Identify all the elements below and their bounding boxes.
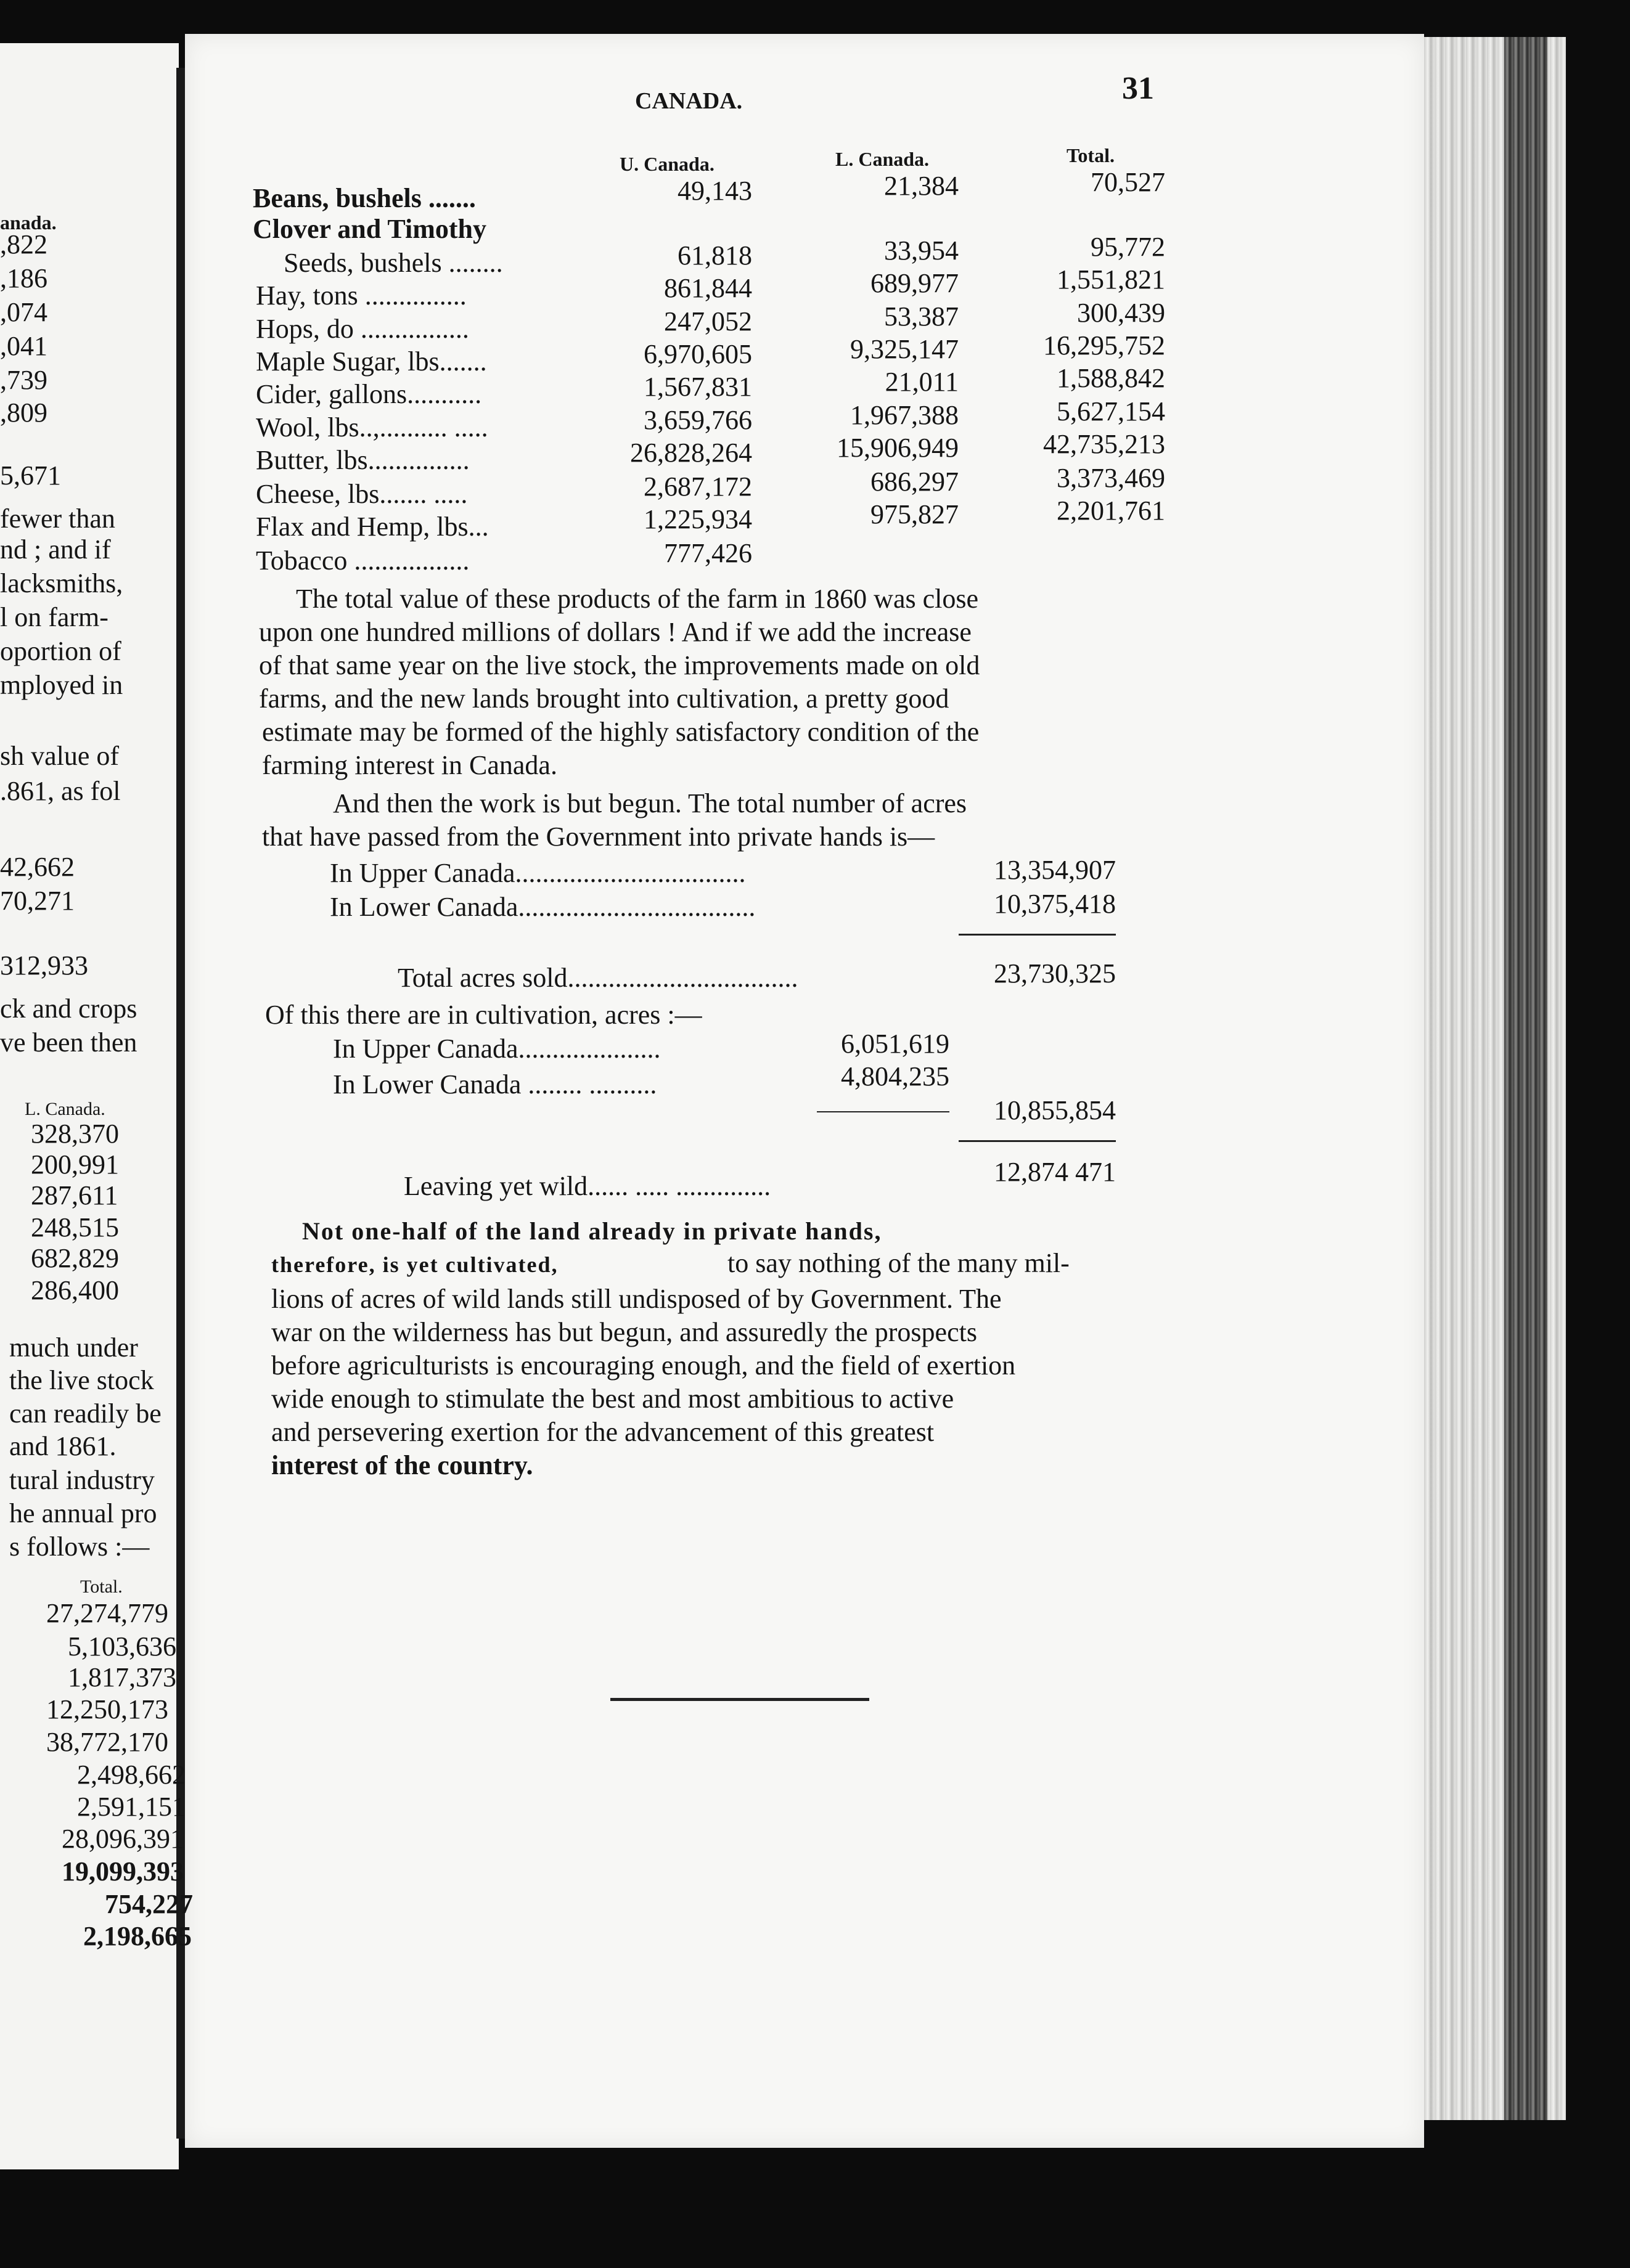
left-page-line: 28,096,391 — [62, 1824, 184, 1854]
left-page-line: oportion of — [0, 636, 121, 666]
left-page-line: 19,099,393 — [62, 1856, 184, 1887]
left-page-line: 682,829 — [31, 1243, 119, 1273]
left-page-line: l on farm- — [0, 602, 109, 632]
paragraph-line: and persevering exertion for the advancement of this greatest — [271, 1417, 935, 1447]
left-page-line: 42,662 — [0, 852, 75, 882]
cult-lower-value: 4,804,235 — [841, 1061, 949, 1091]
table-cell-lower: 33,954 — [884, 235, 959, 266]
end-ornament-rule — [610, 1698, 869, 1701]
left-page-line: ,074 — [0, 297, 47, 327]
left-page-line: he annual pro — [9, 1498, 157, 1528]
left-page-line: 27,274,779 — [46, 1598, 168, 1628]
table-cell-lower: 15,906,949 — [837, 433, 959, 463]
left-page-line: 328,370 — [31, 1119, 119, 1149]
left-page-line: sh value of — [0, 741, 120, 771]
table-row-label: Hay, tons ............... — [256, 280, 467, 311]
left-page-line: 312,933 — [0, 950, 88, 981]
paragraph-line: that have passed from the Government into private hands is— — [262, 822, 935, 852]
table-cell-upper: 3,659,766 — [644, 405, 752, 435]
table-cell-upper: 2,687,172 — [644, 471, 752, 502]
cult-lower-label: In Lower Canada ........ .......... — [333, 1069, 657, 1099]
paragraph-line: farms, and the new lands brought into cultivation, a pretty good — [259, 683, 949, 714]
paragraph-line: wide enough to stimulate the best and most ambitious to active — [271, 1384, 954, 1414]
paragraph-line: of that same year on the live stock, the improvements made on old — [259, 650, 980, 680]
left-page-line: nd ; and if — [0, 534, 111, 565]
acres-upper-label: In Upper Canada.................................. — [330, 858, 746, 888]
table-cell-upper: 777,426 — [664, 538, 752, 568]
left-page-line: ,822 — [0, 229, 47, 259]
left-page-line: ,809 — [0, 398, 47, 428]
table-cell-upper: 861,844 — [664, 273, 752, 303]
page-edges-dark — [1504, 37, 1547, 2120]
left-page-line: 5,103,636 — [68, 1631, 176, 1662]
emphasis-line-2: therefore, is yet cultivated, — [271, 1252, 559, 1277]
left-page-line: 5,671 — [0, 460, 61, 491]
left-page-line: 70,271 — [0, 886, 75, 916]
left-page-line: lacksmiths, — [0, 568, 123, 598]
left-page-line: 286,400 — [31, 1275, 119, 1305]
table-cell-total: 1,551,821 — [1057, 264, 1165, 295]
table-cell-upper: 49,143 — [678, 176, 752, 206]
table-cell-lower: 21,011 — [885, 367, 959, 397]
left-page-line: L. Canada. — [25, 1099, 105, 1119]
table-cell-total: 16,295,752 — [1043, 330, 1165, 361]
table-cell-total: 300,439 — [1077, 298, 1165, 328]
table-cell-lower: 975,827 — [870, 499, 959, 529]
table-cell-lower: 1,967,388 — [850, 400, 959, 430]
table-cell-lower: 53,387 — [884, 301, 959, 332]
left-page-line: ,186 — [0, 263, 47, 293]
table-cell-lower: 686,297 — [870, 467, 959, 497]
running-head: CANADA. — [635, 88, 743, 114]
table-cell-total: 3,373,469 — [1057, 463, 1165, 493]
left-page-line: ve been then — [0, 1027, 137, 1058]
left-page-line: 200,991 — [31, 1149, 119, 1180]
table-cell-total: 1,588,842 — [1057, 363, 1165, 393]
table-cell-upper: 6,970,605 — [644, 339, 752, 369]
table-row-label: Tobacco ................. — [256, 545, 470, 576]
paragraph-line: farming interest in Canada. — [262, 750, 557, 780]
col-header-upper: U. Canada. — [620, 153, 715, 175]
left-page-line: 2,498,662 — [77, 1760, 186, 1790]
left-page-line: .861, as fol — [0, 776, 121, 806]
left-page-line: Total. — [80, 1577, 123, 1597]
table-cell-upper: 1,567,831 — [644, 372, 752, 402]
page-number: 31 — [1122, 71, 1154, 106]
acres-lower-label: In Lower Canada................................... — [330, 892, 756, 922]
wild-label: Leaving yet wild...... ..... .............. — [404, 1171, 771, 1201]
left-page-line: 754,227 — [105, 1889, 193, 1919]
paragraph-line: estimate may be formed of the highly satisfactory condition of the — [262, 717, 980, 747]
left-page-line: s follows :— — [9, 1532, 150, 1562]
table-row-label: Cider, gallons........... — [256, 379, 482, 409]
sum-rule-1 — [959, 934, 1116, 936]
left-page-line: tural industry — [9, 1465, 155, 1495]
table-row-label: Beans, bushels ....... — [253, 183, 476, 213]
table-row-label: Seeds, bushels ........ — [284, 248, 503, 278]
col-header-lower: L. Canada. — [835, 148, 930, 170]
table-cell-total: 2,201,761 — [1057, 496, 1165, 526]
left-page-line: 38,772,170 — [46, 1727, 168, 1757]
table-row-label: Wool, lbs..,.......... ..... — [256, 412, 488, 443]
emphasis-line-2-rest: to say nothing of the many mil- — [727, 1248, 1070, 1278]
cultivation-intro: Of this there are in cultivation, acres :— — [265, 1000, 702, 1030]
table-cell-upper: 1,225,934 — [644, 504, 752, 534]
table-cell-upper: 26,828,264 — [630, 438, 752, 468]
paragraph-line: And then the work is but begun. The total number of acres — [333, 788, 967, 818]
paragraph-line: lions of acres of wild lands still undisposed of by Government. The — [271, 1284, 1002, 1314]
left-page-line: 2,198,665 — [83, 1921, 192, 1951]
table-row-label: Flax and Hemp, lbs... — [256, 512, 489, 542]
left-page-line: ck and crops — [0, 993, 137, 1024]
table-cell-lower: 689,977 — [870, 268, 959, 298]
left-page-line: ,739 — [0, 365, 47, 395]
left-page-line: 2,591,151 — [77, 1792, 186, 1822]
left-page-line: ,041 — [0, 331, 47, 361]
cult-upper-label: In Upper Canada..................... — [333, 1034, 661, 1064]
cult-upper-value: 6,051,619 — [841, 1029, 949, 1059]
table-cell-lower: 21,384 — [884, 171, 959, 201]
table-cell-total: 5,627,154 — [1057, 396, 1165, 426]
left-page-line: anada. — [0, 211, 57, 234]
table-row-label: Cheese, lbs....... ..... — [256, 479, 468, 509]
sum-rule-2 — [817, 1111, 949, 1112]
left-page-line: the live stock — [9, 1365, 154, 1395]
paragraph-line: interest of the country. — [271, 1450, 533, 1480]
left-page-line: 248,515 — [31, 1212, 119, 1242]
left-page-line: 12,250,173 — [46, 1694, 168, 1724]
table-row-label: Hops, do ................ — [256, 314, 469, 344]
acres-upper-value: 13,354,907 — [994, 855, 1116, 885]
left-page-line: 287,611 — [31, 1180, 118, 1210]
acres-total-label: Total acres sold.................................. — [398, 963, 798, 993]
paragraph-line: before agriculturists is encouraging enough, and the field of exertion — [271, 1350, 1016, 1381]
table-cell-total: 42,735,213 — [1043, 429, 1165, 459]
table-cell-upper: 61,818 — [678, 240, 752, 271]
acres-lower-value: 10,375,418 — [994, 889, 1116, 919]
table-cell-lower: 9,325,147 — [850, 334, 959, 364]
table-row-label: Maple Sugar, lbs....... — [256, 346, 487, 377]
paragraph-line: upon one hundred millions of dollars ! And if we add the increase — [259, 617, 972, 647]
left-page-line: can readily be — [9, 1398, 162, 1429]
table-cell-upper: 247,052 — [664, 306, 752, 337]
table-row-label: Butter, lbs............... — [256, 445, 470, 475]
cult-total-value: 10,855,854 — [994, 1095, 1116, 1125]
paragraph-line: war on the wilderness has but begun, and assuredly the prospects — [271, 1317, 977, 1347]
sum-rule-3 — [959, 1140, 1116, 1142]
left-page-line: 1,817,373 — [68, 1662, 176, 1692]
left-page-line: mployed in — [0, 670, 123, 700]
acres-total-value: 23,730,325 — [994, 958, 1116, 989]
table-cell-total: 70,527 — [1091, 167, 1165, 197]
table-cell-total: 95,772 — [1091, 232, 1165, 262]
paragraph-line: The total value of these products of the farm in 1860 was close — [296, 584, 979, 614]
left-page-line: much under — [9, 1332, 138, 1363]
left-page-line: and 1861. — [9, 1431, 117, 1461]
emphasis-line-1: Not one-half of the land already in private hands, — [302, 1217, 882, 1245]
left-page-line: fewer than — [0, 504, 115, 534]
col-header-total: Total. — [1067, 144, 1115, 166]
wild-value: 12,874 471 — [994, 1157, 1116, 1187]
table-row-label: Clover and Timothy — [253, 214, 486, 244]
